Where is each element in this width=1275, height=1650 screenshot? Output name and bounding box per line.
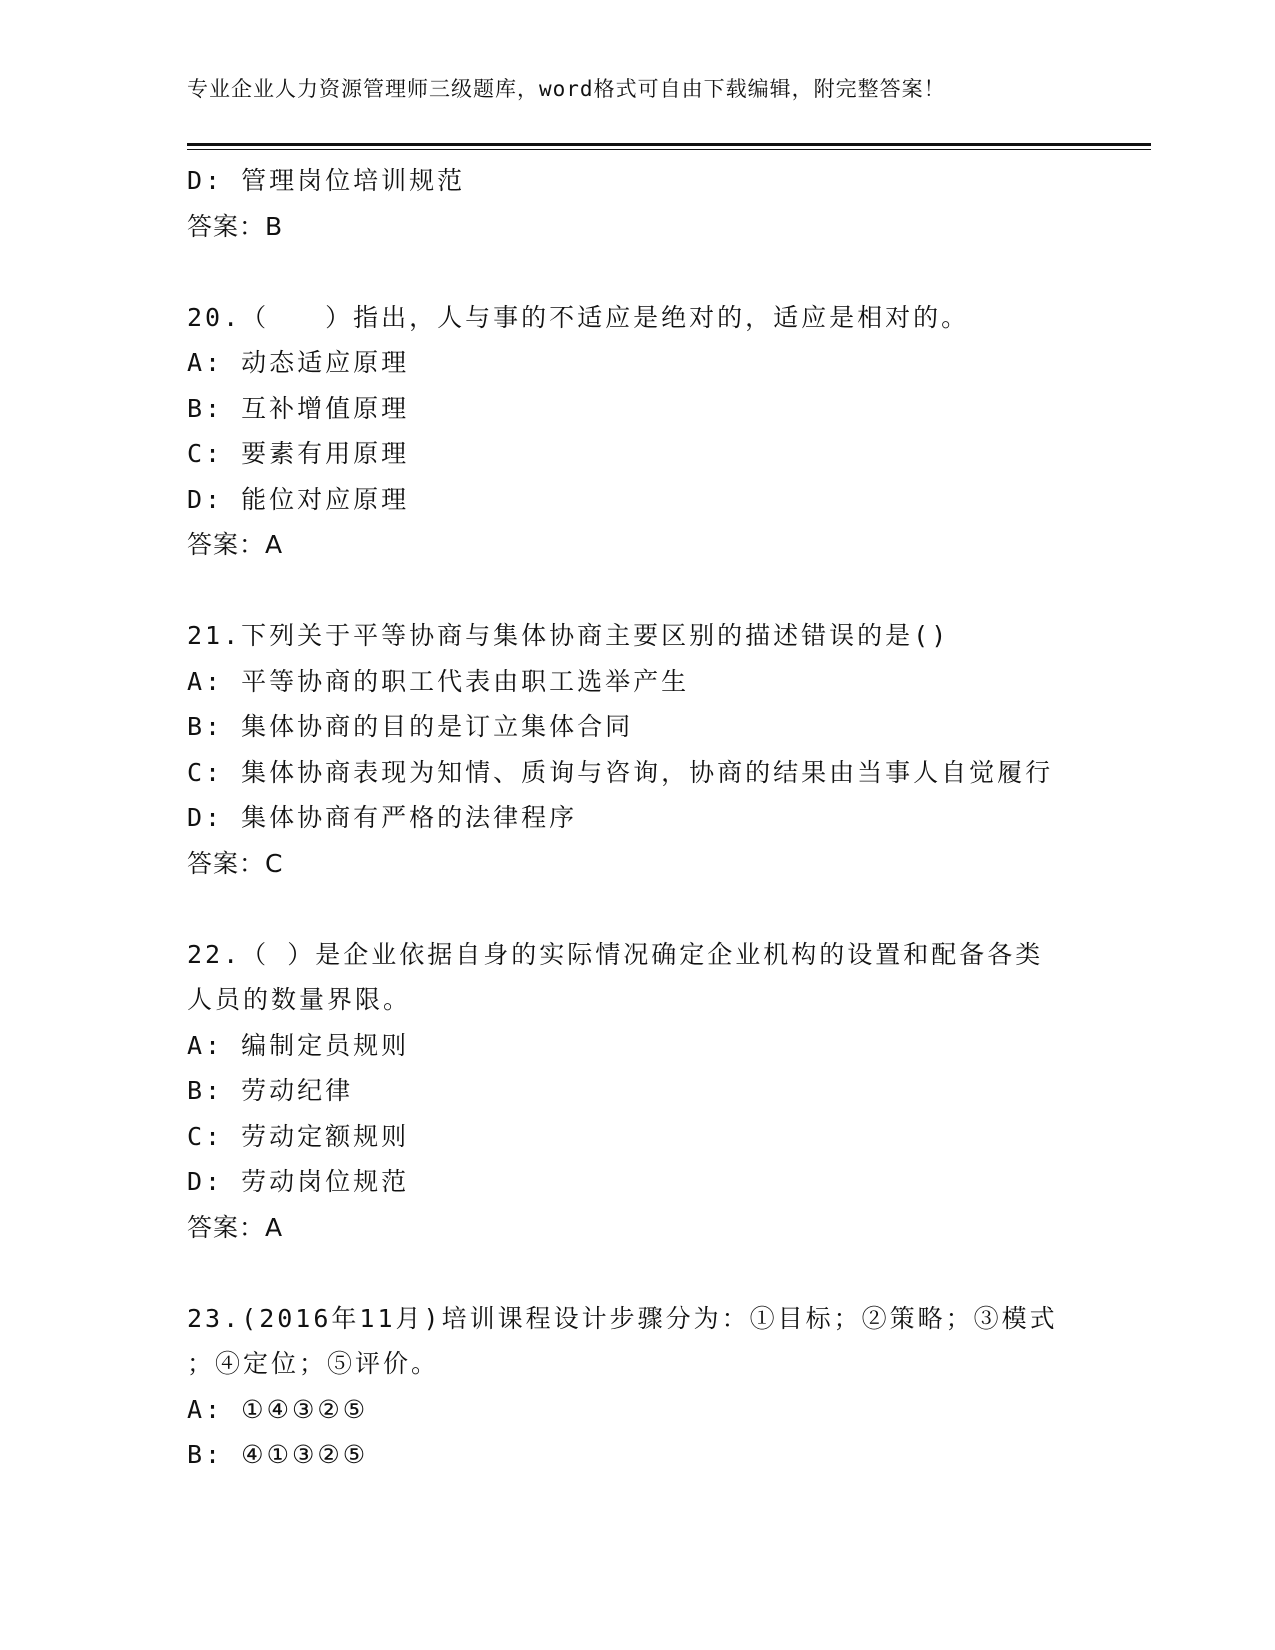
question-block [187, 1296, 1087, 1478]
question-block [187, 295, 1087, 568]
question-block [187, 932, 1087, 1251]
option-line: B: 集体协商的目的是订立集体合同 [187, 712, 634, 741]
answer-line: 答案：A [187, 530, 284, 559]
option-line: D: 管理岗位培训规范 [187, 166, 466, 195]
question-stem: 23.(2016年11月)培训课程设计步骤分为：①目标；②策略；③模式 [187, 1303, 1058, 1333]
question-stem: 21.下列关于平等协商与集体协商主要区别的描述错误的是() [187, 621, 950, 650]
question-block [187, 613, 1087, 886]
option-line: D: 集体协商有严格的法律程序 [187, 803, 578, 832]
page-header: 专业企业人力资源管理师三级题库，word格式可自由下载编辑，附完整答案！ [187, 77, 946, 101]
option-line: D: 劳动岗位规范 [187, 1167, 410, 1196]
question-stem: 22.（ ）是企业依据自身的实际情况确定企业机构的设置和配备各类 [187, 939, 1044, 969]
option-line: B: 劳动纪律 [187, 1076, 354, 1105]
answer-line: 答案：A [187, 1212, 284, 1242]
question-stem: 20.（ ）指出，人与事的不适应是绝对的，适应是相对的。 [187, 302, 970, 332]
question-content [187, 158, 1087, 1478]
spacer [187, 886, 1087, 932]
header-rule-thick [187, 143, 1151, 146]
answer-line: 答案：C [187, 848, 284, 878]
option-line: A: 动态适应原理 [187, 348, 410, 377]
option-line: A: 平等协商的职工代表由职工选举产生 [187, 666, 690, 696]
option-line: C: 集体协商表现为知情、质询与咨询，协商的结果由当事人自觉履行 [187, 757, 1054, 787]
question-stem-continued: ；④定位；⑤评价。 [187, 1349, 440, 1378]
option-line: A: ①④③②⑤ [187, 1394, 369, 1424]
spacer [187, 249, 1087, 295]
option-line: B: 互补增值原理 [187, 393, 410, 423]
spacer [187, 568, 1087, 614]
option-line: A: 编制定员规则 [187, 1030, 410, 1060]
header-rule-thin [187, 149, 1151, 150]
option-line: D: 能位对应原理 [187, 484, 410, 514]
spacer [187, 1250, 1087, 1296]
question-stem-continued: 人员的数量界限。 [187, 985, 412, 1014]
option-line: B: ④①③②⑤ [187, 1440, 369, 1469]
option-line: C: 要素有用原理 [187, 439, 410, 468]
option-line: C: 劳动定额规则 [187, 1121, 410, 1151]
answer-line: 答案：B [187, 211, 284, 241]
